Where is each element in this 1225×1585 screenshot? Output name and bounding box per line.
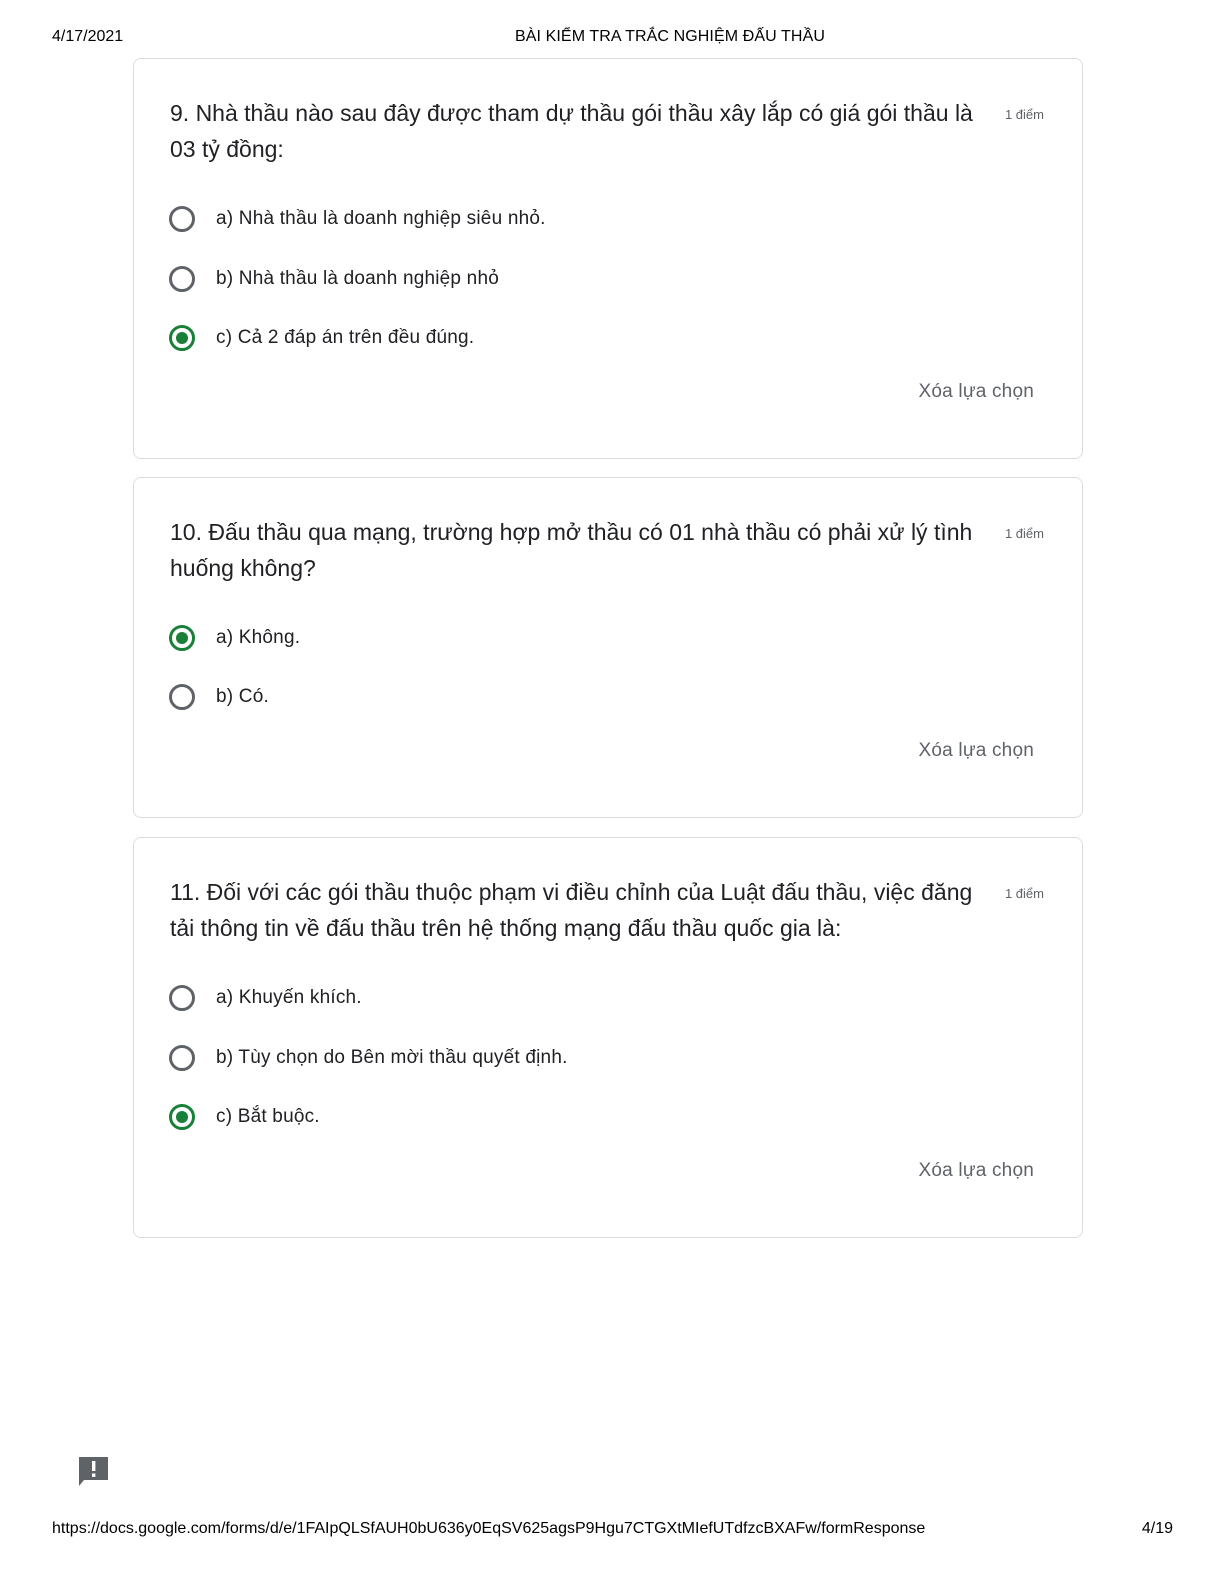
radio-button[interactable]	[169, 1045, 195, 1071]
option-b[interactable]	[169, 681, 269, 713]
question-title: 10. Đấu thầu qua mạng, trường hợp mở thầu có 01 nhà thầu có phải xử lý tình huống không?	[170, 519, 973, 581]
radio-button[interactable]	[169, 206, 195, 232]
option-label: a) Khuyến khích.	[216, 987, 362, 1008]
option-label: c) Bắt buộc.	[216, 1106, 320, 1127]
print-header	[0, 28, 1225, 50]
clear-selection-button[interactable]: Xóa lựa chọn	[918, 740, 1034, 761]
option-label: b) Nhà thầu là doanh nghiệp nhỏ	[216, 268, 499, 289]
radio-button-selected[interactable]	[169, 1104, 195, 1130]
print-date: 4/17/2021	[52, 28, 124, 45]
option-a[interactable]	[169, 203, 546, 235]
print-page-number: 4/19	[1141, 1520, 1173, 1537]
option-label: c) Cả 2 đáp án trên đều đúng.	[216, 327, 475, 348]
question-title: 11. Đối với các gói thầu thuộc phạm vi điều chỉnh của Luật đấu thầu, việc đăng tải thông tin về đấu thầu trên hệ thống mạng đấu thầu quốc gia là:	[170, 879, 973, 941]
print-title: BÀI KIỂM TRA TRẮC NGHIỆM ĐẤU THẦU	[514, 28, 826, 45]
question-card-11	[133, 837, 1083, 1238]
report-feedback-icon[interactable]	[78, 1456, 109, 1487]
print-url: https://docs.google.com/forms/d/e/1FAIpQLSfAUH0bU636y0EqSV625agsP9Hgu7CTGXtMIefUTdfzcBXAFw/formResponse	[52, 1520, 926, 1537]
radio-button-selected[interactable]	[169, 325, 195, 351]
question-points: 1 điểm	[1004, 526, 1044, 541]
question-title: 9. Nhà thầu nào sau đây được tham dự thầu gói thầu xây lắp có giá gói thầu là 03 tỷ đồng:	[170, 100, 973, 162]
option-c[interactable]	[169, 322, 474, 354]
option-label: b) Tùy chọn do Bên mời thầu quyết định.	[216, 1047, 568, 1068]
option-label: a) Nhà thầu là doanh nghiệp siêu nhỏ.	[216, 208, 546, 229]
question-card-10	[133, 477, 1083, 818]
option-c[interactable]	[169, 1101, 320, 1133]
question-points: 1 điểm	[1004, 107, 1044, 122]
option-b[interactable]	[169, 263, 499, 295]
radio-button[interactable]	[169, 985, 195, 1011]
radio-button[interactable]	[169, 266, 195, 292]
option-label: a) Không.	[216, 627, 301, 648]
radio-button[interactable]	[169, 684, 195, 710]
clear-selection-button[interactable]: Xóa lựa chọn	[918, 1160, 1034, 1181]
radio-button-selected[interactable]	[169, 625, 195, 651]
question-points: 1 điểm	[1004, 886, 1044, 901]
print-footer	[0, 1520, 1225, 1542]
clear-selection-button[interactable]: Xóa lựa chọn	[918, 381, 1034, 402]
option-a[interactable]	[169, 982, 362, 1014]
question-card-9	[133, 58, 1083, 459]
option-b[interactable]	[169, 1042, 568, 1074]
option-label: b) Có.	[216, 686, 269, 707]
option-a[interactable]	[169, 622, 300, 654]
